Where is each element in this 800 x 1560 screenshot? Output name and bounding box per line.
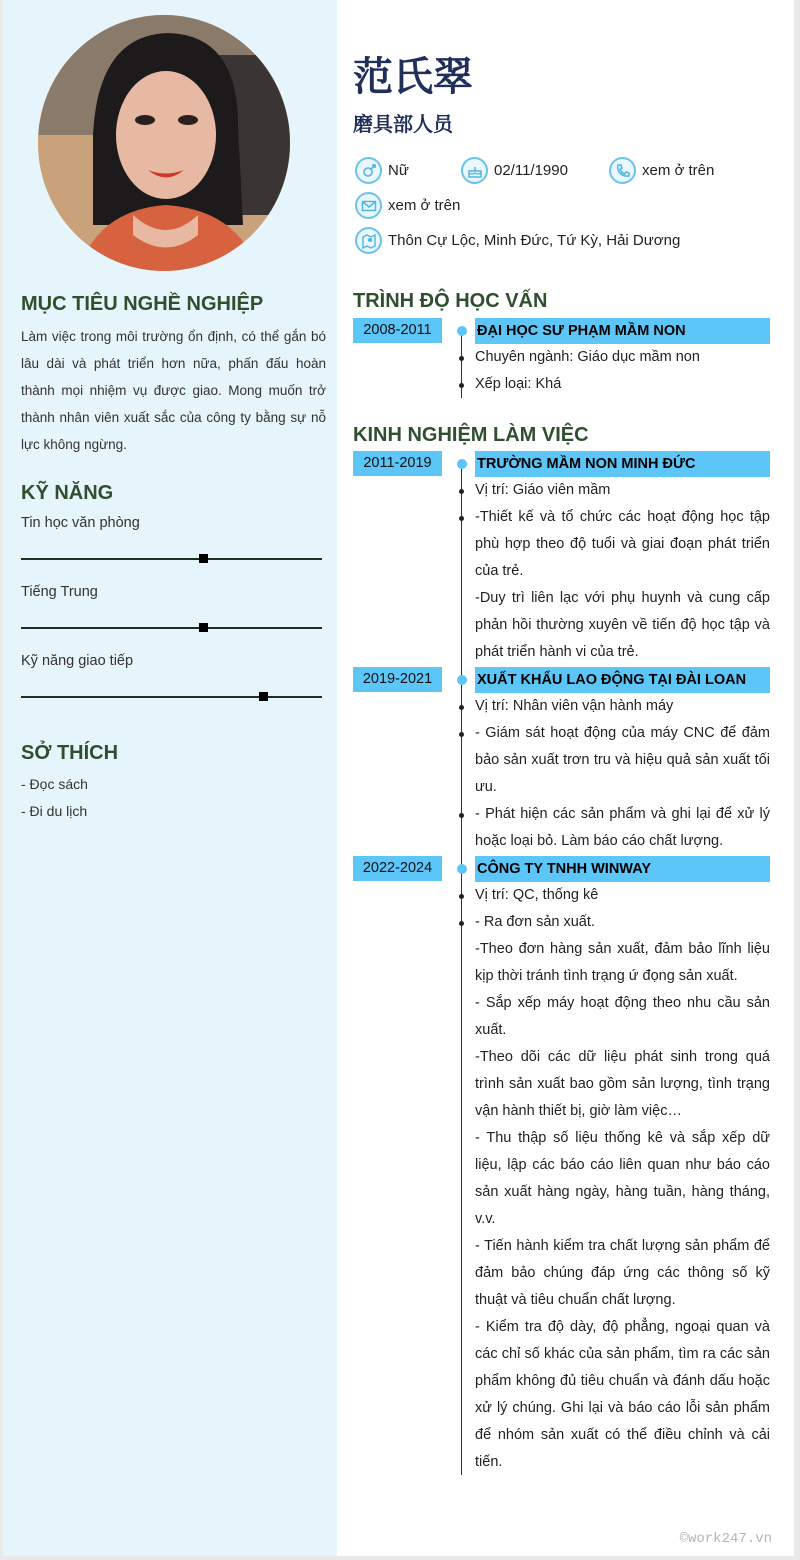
- phone-icon: [609, 157, 636, 184]
- birthday-info: [461, 157, 568, 184]
- email-icon: [355, 192, 382, 219]
- skill-level-marker: [199, 554, 208, 563]
- job-line: -Duy trì liên lạc với phụ huynh và cung cấp phản hồi thường xuyên về tiến độ học tập và phát triển hành vi của trẻ.: [475, 590, 770, 660]
- objective-text: Làm việc trong môi trường ổn định, có thể gắn bó lâu dài và phát triển hơn nữa, phấn đấu hoàn thành mọi nhiệm vụ được giao. Mong muốn trở thành nhân viên xuất sắc của công ty bằng sự nỗ lực không ngừng.: [21, 329, 326, 452]
- bullet: [459, 489, 464, 494]
- education-years: 2008-2011: [353, 318, 442, 343]
- job-line: -Theo dõi các dữ liệu phát sinh trong quá trình sản xuất bao gồm sản lượng, tình trạng vận hành thiết bị, giờ làm việc…: [475, 1049, 770, 1119]
- watermark: ©work247.vn: [679, 1531, 772, 1547]
- bullet: [459, 705, 464, 710]
- company-name: TRƯỜNG MẦM NON MINH ĐỨC: [475, 451, 770, 477]
- job-line: - Thu thập số liệu thống kê và sắp xếp dữ liệu, lập các báo cáo liên quan như báo cáo sản xuất hàng ngày, hàng tuần, hàng tháng, v.v.: [475, 1130, 770, 1227]
- skill-label: Tin học văn phòng: [21, 515, 140, 531]
- experience-heading: KINH NGHIỆM LÀM VIỆC: [353, 424, 589, 446]
- bullet: [459, 894, 464, 899]
- job-years: 2011-2019: [353, 451, 442, 476]
- job-title: 磨具部人员: [353, 112, 453, 136]
- profile-photo: [38, 15, 290, 271]
- skill-level-marker: [259, 692, 268, 701]
- bullet: [459, 813, 464, 818]
- candidate-name: 范氏翠: [353, 54, 473, 100]
- company-name: XUẤT KHẨU LAO ĐỘNG TẠI ĐÀI LOAN: [475, 667, 770, 693]
- address-info: [355, 227, 680, 254]
- job-line: - Giám sát hoạt động của máy CNC để đảm bảo sản xuất trơn tru và hiệu quả sản xuất tối ưu.: [475, 725, 770, 795]
- gender-value: Nữ: [388, 162, 409, 179]
- job-line: Vị trí: Giáo viên mầm: [475, 482, 611, 498]
- job-line: - Ra đơn sản xuất.: [475, 914, 595, 930]
- skill-label: Tiếng Trung: [21, 584, 98, 600]
- bullet: [459, 516, 464, 521]
- skill-label: Kỹ năng giao tiếp: [21, 653, 134, 669]
- company-name: CÔNG TY TNHH WINWAY: [475, 856, 770, 882]
- job-line: - Sắp xếp máy hoạt động theo nhu cầu sản xuất.: [475, 995, 770, 1038]
- gender-info: [355, 157, 409, 184]
- job-years: 2019-2021: [353, 667, 442, 692]
- skill-level-marker: [199, 623, 208, 632]
- skill-bar: [21, 558, 322, 560]
- hobby-item: - Đi du lịch: [21, 803, 88, 819]
- job-line: -Theo đơn hàng sản xuất, đảm bảo lĩnh liệu kịp thời tránh tình trạng ứ đọng sản xuất.: [475, 941, 770, 984]
- email-info: [355, 192, 460, 219]
- bullet: [459, 921, 464, 926]
- email-value: xem ở trên: [388, 197, 461, 214]
- bullet: [459, 356, 464, 361]
- objective-heading: MỤC TIÊU NGHỀ NGHIỆP: [21, 293, 264, 315]
- phone-info: [609, 157, 714, 184]
- job-line: Vị trí: Nhân viên vận hành máy: [475, 698, 674, 714]
- job-line: Vị trí: QC, thống kê: [475, 887, 599, 903]
- hobby-item: - Đọc sách: [21, 776, 88, 792]
- timeline-node: [457, 459, 467, 469]
- timeline-node: [457, 326, 467, 336]
- job-line: - Tiến hành kiểm tra chất lượng sản phẩm để đảm bảo chúng đáp ứng các thông số kỹ thuật và tiêu chuẩn chất lượng.: [475, 1238, 770, 1308]
- experience-timeline: [461, 463, 462, 1475]
- skills-heading: KỸ NĂNG: [21, 482, 114, 504]
- birthday-value: 02/11/1990: [494, 162, 568, 179]
- education-grade: Xếp loại: Khá: [475, 376, 562, 392]
- timeline-node: [457, 675, 467, 685]
- gender-icon: [355, 157, 382, 184]
- job-line: - Kiểm tra độ dày, độ phẳng, ngoại quan và các chỉ số khác của sản phẩm, tìm ra các sản phẩm không đủ tiêu chuẩn và đánh dấu hoặc xử lý chúng. Ghi lại và báo cáo lỗi sản phẩm để nhóm sản xuất có thể điều chỉnh và cải tiến.: [475, 1319, 770, 1470]
- timeline-node: [457, 864, 467, 874]
- sidebar: [3, 0, 337, 1556]
- skill-bar: [21, 696, 322, 698]
- resume-page: [3, 0, 794, 1556]
- phone-value: xem ở trên: [642, 162, 715, 179]
- skill-bar: [21, 627, 322, 629]
- birthday-cake-icon: [461, 157, 488, 184]
- job-line: -Thiết kế và tổ chức các hoạt động học tập phù hợp theo độ tuổi và giai đoạn phát triển của trẻ.: [475, 509, 770, 579]
- job-years: 2022-2024: [353, 856, 442, 881]
- address-value: Thôn Cự Lộc, Minh Đức, Tứ Kỳ, Hải Dương: [388, 232, 681, 249]
- job-line: - Phát hiện các sản phẩm và ghi lại để xử lý hoặc loại bỏ. Làm báo cáo chất lượng.: [475, 806, 770, 849]
- hobbies-heading: SỞ THÍCH: [21, 742, 119, 764]
- education-major: Chuyên ngành: Giáo dục mầm non: [475, 349, 700, 365]
- bullet: [459, 383, 464, 388]
- bullet: [459, 732, 464, 737]
- map-pin-icon: [355, 227, 382, 254]
- school-name: ĐẠI HỌC SƯ PHẠM MẦM NON: [475, 318, 770, 344]
- education-heading: TRÌNH ĐỘ HỌC VẤN: [353, 290, 548, 312]
